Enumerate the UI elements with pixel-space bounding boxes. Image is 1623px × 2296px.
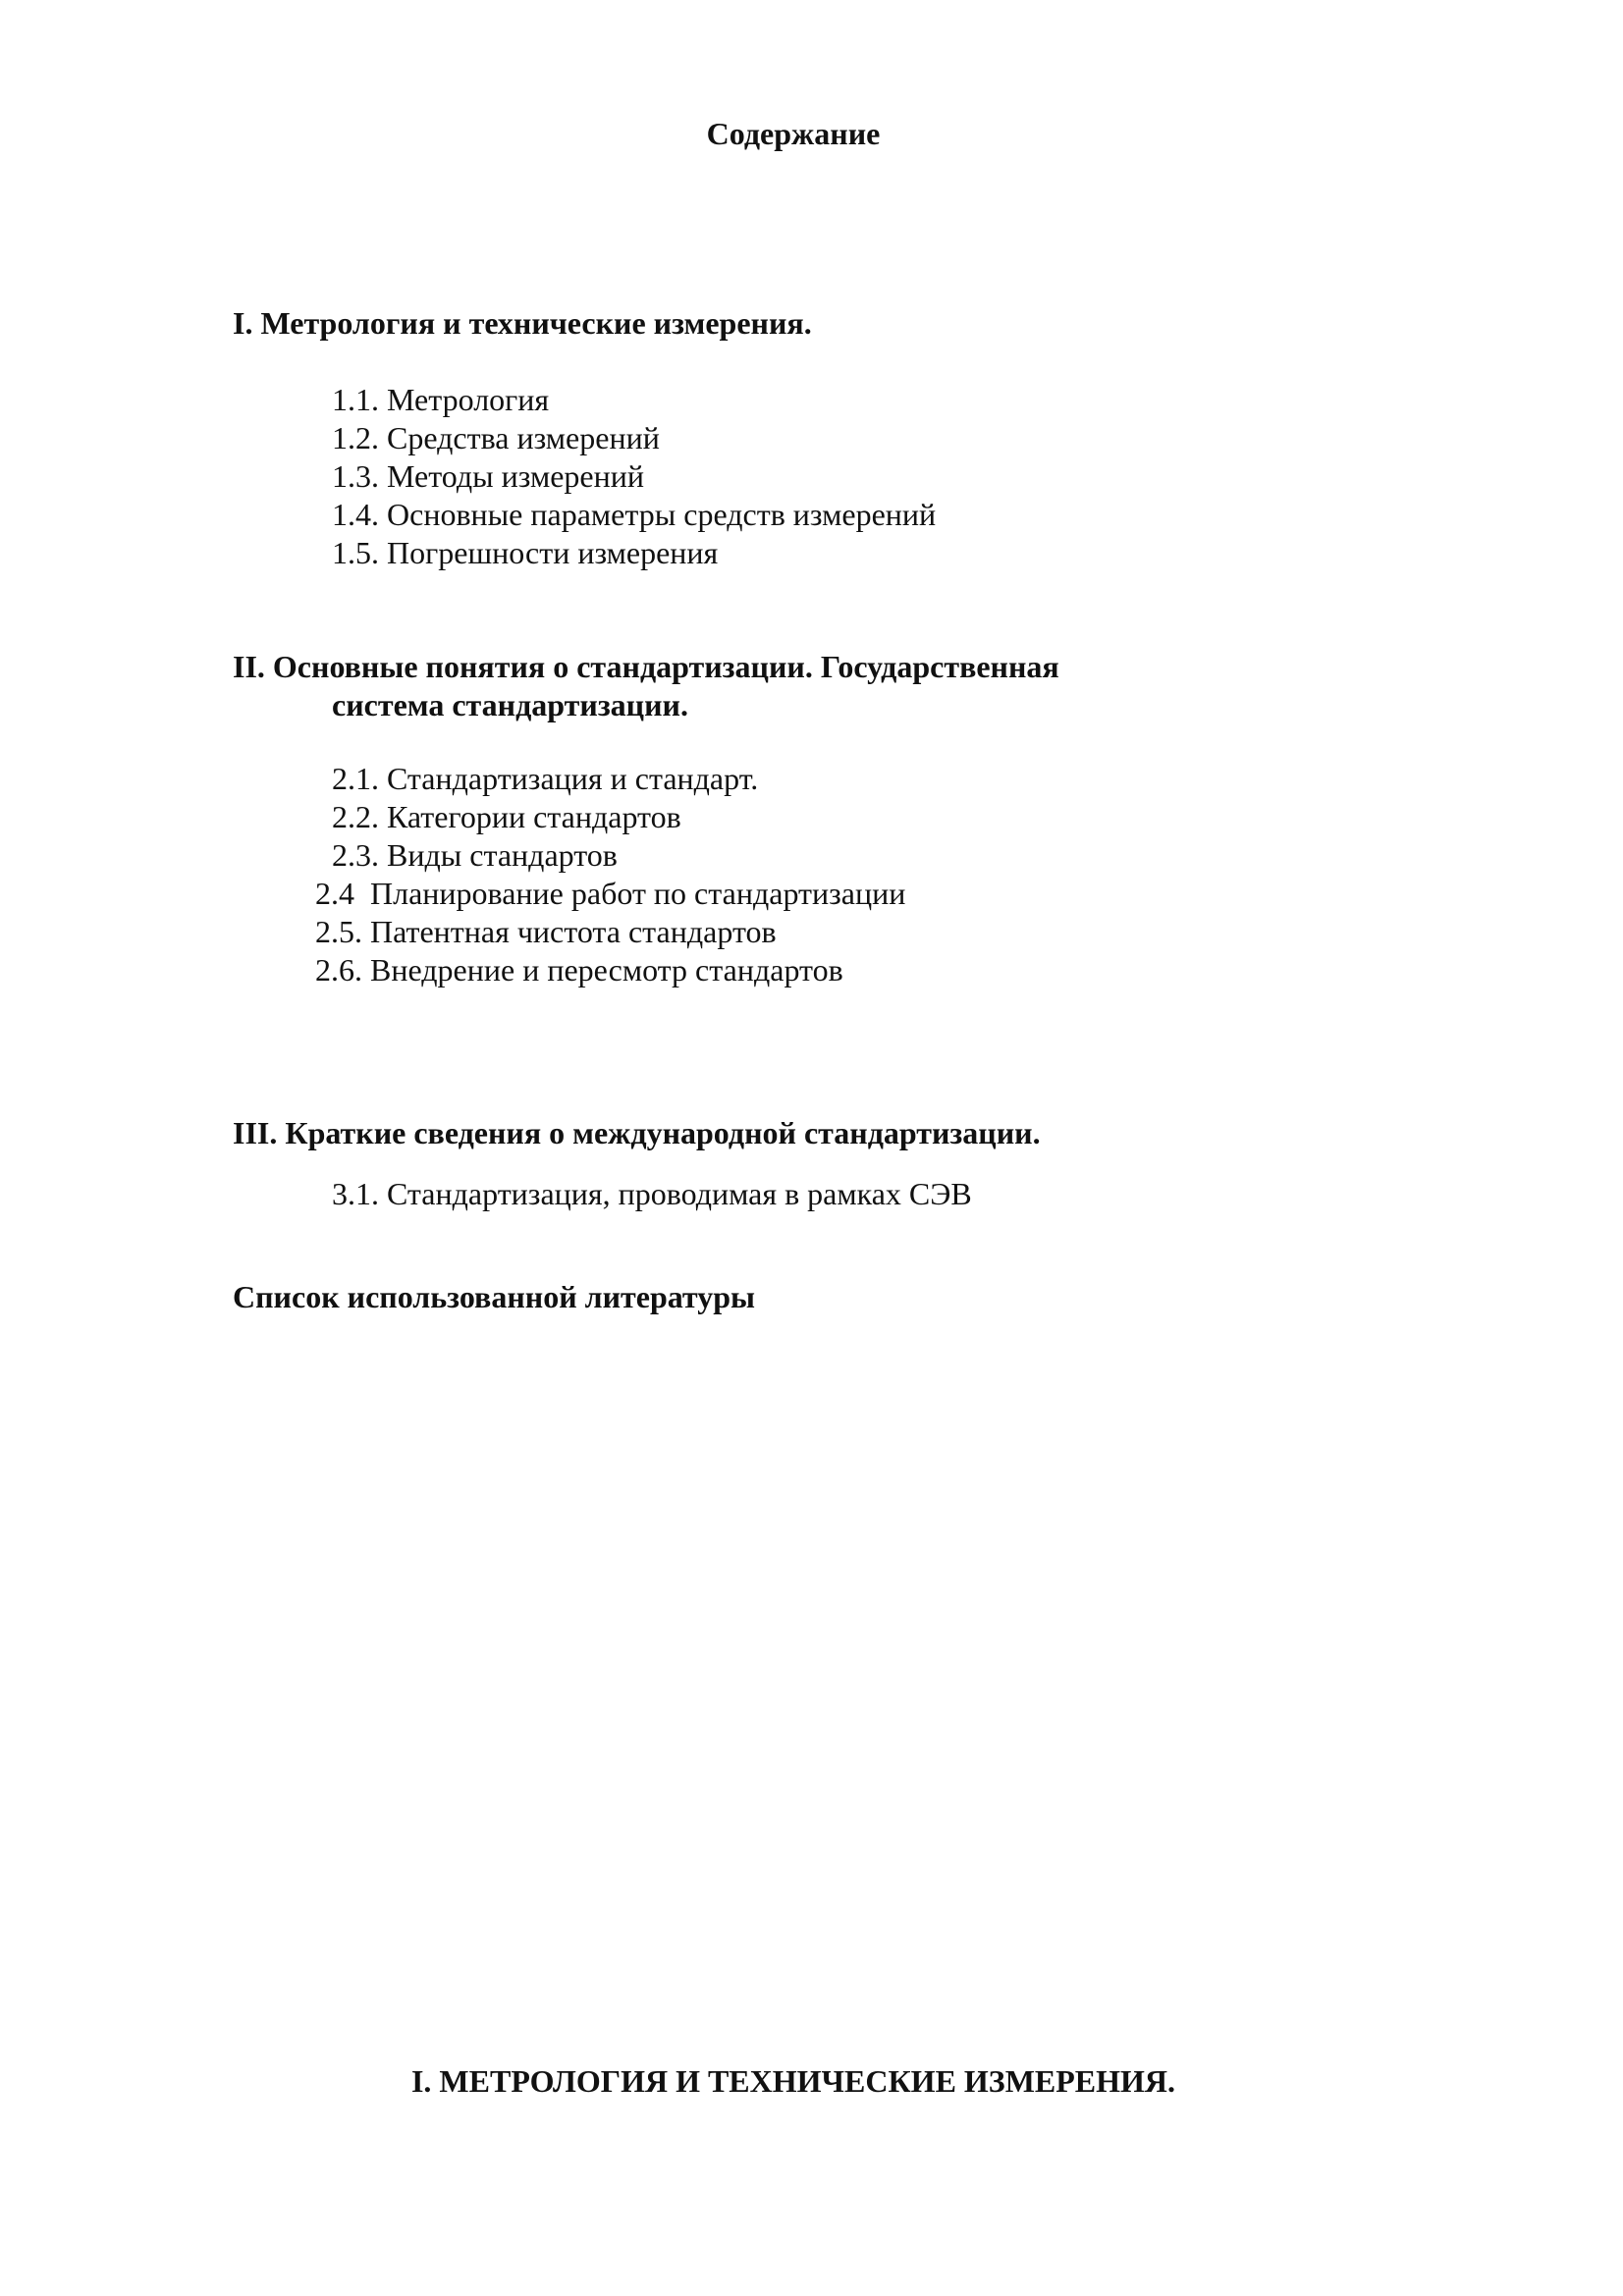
toc-item-2-5: 2.5. Патентная чистота стандартов xyxy=(315,914,777,949)
toc-item-1-2: 1.2. Средства измерений xyxy=(332,420,660,455)
chapter-heading: I. МЕТРОЛОГИЯ И ТЕХНИЧЕСКИЕ ИЗМЕРЕНИЯ. xyxy=(410,2063,1176,2099)
toc-item-2-2: 2.2. Категории стандартов xyxy=(332,799,681,834)
toc-section-2-heading-line1: II. Основные понятия о стандартизации. Государственная xyxy=(233,649,1059,684)
toc-section-2-heading xyxy=(233,648,1059,724)
toc-item-2-1: 2.1. Стандартизация и стандарт. xyxy=(332,761,759,796)
toc-references: Список использованной литературы xyxy=(233,1279,755,1314)
toc-item-2-6: 2.6. Внедрение и пересмотр стандартов xyxy=(315,952,843,988)
toc-section-3-heading: III. Краткие сведения о международной стандартизации. xyxy=(233,1115,1041,1150)
toc-item-2-4: 2.4 Планирование работ по стандартизации xyxy=(315,876,906,911)
toc-item-1-3: 1.3. Методы измерений xyxy=(332,458,644,494)
toc-item-2-3: 2.3. Виды стандартов xyxy=(332,837,618,873)
toc-section-2-heading-line2: система стандартизации. xyxy=(332,687,688,722)
toc-item-3-1: 3.1. Стандартизация, проводимая в рамках СЭВ xyxy=(332,1176,972,1211)
toc-item-1-5: 1.5. Погрешности измерения xyxy=(332,535,719,570)
toc-section-1-heading: I. Метрология и технические измерения. xyxy=(233,305,812,341)
toc-item-1-1: 1.1. Метрология xyxy=(332,382,550,417)
toc-item-1-4: 1.4. Основные параметры средств измерений xyxy=(332,497,937,532)
toc-title: Содержание xyxy=(706,116,881,151)
